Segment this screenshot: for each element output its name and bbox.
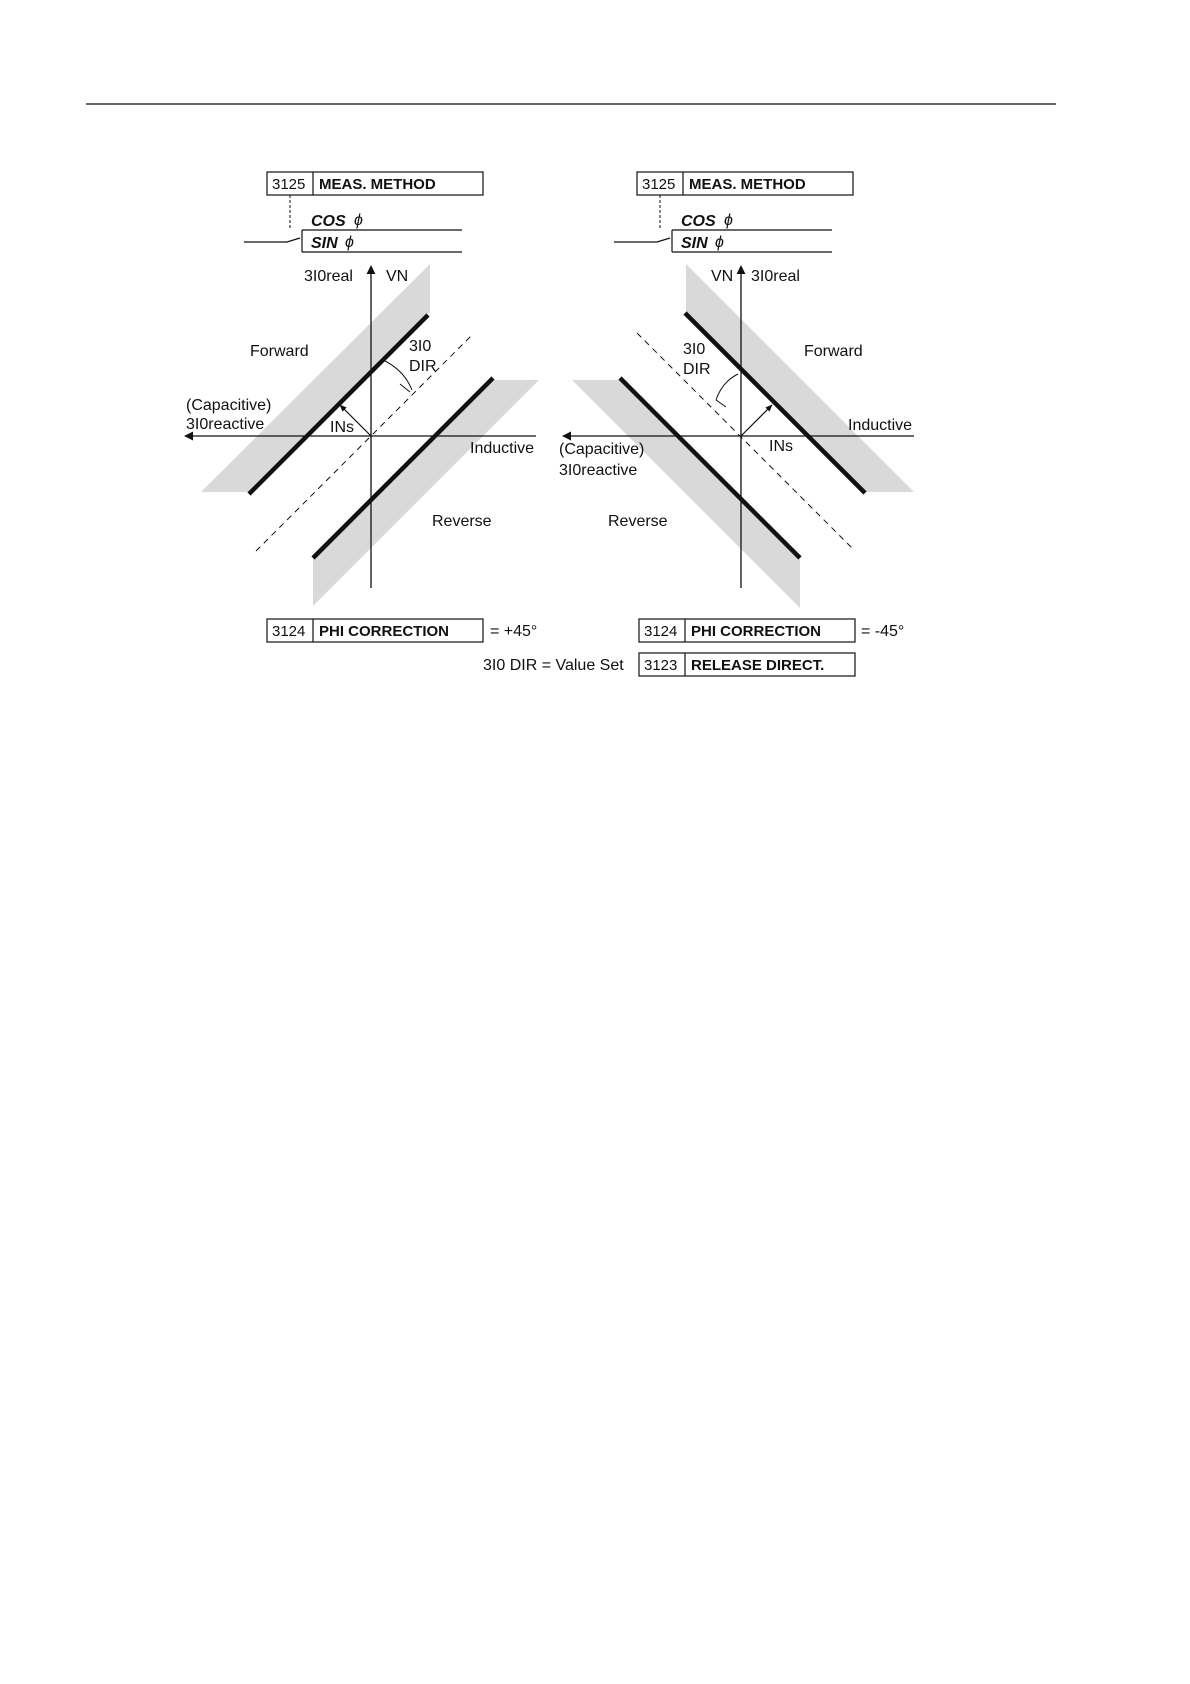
right-option-cos: COS (681, 213, 716, 230)
left-phi-name: PHI CORRECTION (319, 623, 450, 640)
right-reverse-zone (572, 380, 800, 608)
left-label-3i0reactive: 3I0reactive (186, 416, 265, 433)
left-phi-icon-2: ϕ (345, 234, 354, 251)
left-phi-icon: ϕ (354, 212, 363, 229)
left-meas-addr: 3125 (272, 176, 306, 193)
right-dir-angle-arc (716, 374, 738, 400)
left-label-capacitive: (Capacitive) (186, 397, 272, 414)
left-label-forward: Forward (250, 343, 309, 360)
right-release-direct-box (639, 653, 855, 676)
left-label-dir-3i0: 3I0 (409, 338, 432, 355)
left-meas-name: MEAS. METHOD (319, 176, 436, 193)
right-label-capacitive: (Capacitive) (559, 441, 645, 458)
left-meas-method-box (267, 172, 483, 195)
right-phi-icon: ϕ (724, 212, 733, 229)
right-release-name: RELEASE DIRECT. (691, 657, 825, 674)
right-label-3i0reactive: 3I0reactive (559, 462, 638, 479)
right-meas-method-box (637, 172, 853, 195)
right-release-addr: 3123 (644, 657, 678, 674)
right-meas-name: MEAS. METHOD (689, 176, 806, 193)
right-label-ins: INs (769, 438, 793, 455)
right-label-vn: VN (711, 268, 734, 285)
right-phi-addr: 3124 (644, 623, 678, 640)
left-label-reverse: Reverse (432, 513, 492, 530)
right-phi-correction-box (639, 619, 904, 642)
right-forward-boundary (685, 313, 865, 493)
right-phi-name: PHI CORRECTION (691, 623, 822, 640)
left-dir-angle-arc (383, 360, 412, 390)
right-label-reverse: Reverse (608, 513, 668, 530)
left-option-sin: SIN (311, 235, 338, 252)
left-reverse-zone (313, 380, 539, 606)
left-option-cos: COS (311, 213, 346, 230)
left-label-inductive: Inductive (470, 440, 535, 457)
right-label-dir: DIR (683, 361, 711, 378)
right-reverse-boundary (620, 378, 800, 558)
left-diagram (185, 172, 624, 674)
right-label-forward: Forward (804, 343, 863, 360)
right-label-inductive: Inductive (848, 417, 913, 434)
left-forward-zone (201, 264, 430, 492)
right-meas-addr: 3125 (642, 176, 676, 193)
right-ins-arrow (741, 405, 772, 436)
right-diagram (559, 172, 914, 676)
right-option-selector (614, 195, 832, 252)
right-label-3i0real: 3I0real (751, 268, 800, 285)
left-label-3i0real: 3I0real (304, 268, 353, 285)
right-phi-icon-2: ϕ (715, 234, 724, 251)
left-option-selector (244, 195, 462, 252)
left-phi-correction-box (267, 619, 537, 642)
left-label-ins: INs (330, 419, 354, 436)
value-set-note: 3I0 DIR = Value Set (483, 657, 624, 674)
right-label-dir-3i0: 3I0 (683, 341, 706, 358)
right-phi-value: = -45° (861, 623, 905, 640)
left-label-vn: VN (386, 268, 409, 285)
right-forward-zone (686, 264, 914, 492)
right-option-sin: SIN (681, 235, 708, 252)
left-phi-addr: 3124 (272, 623, 306, 640)
left-phi-value: = +45° (490, 623, 538, 640)
left-label-dir: DIR (409, 358, 437, 375)
